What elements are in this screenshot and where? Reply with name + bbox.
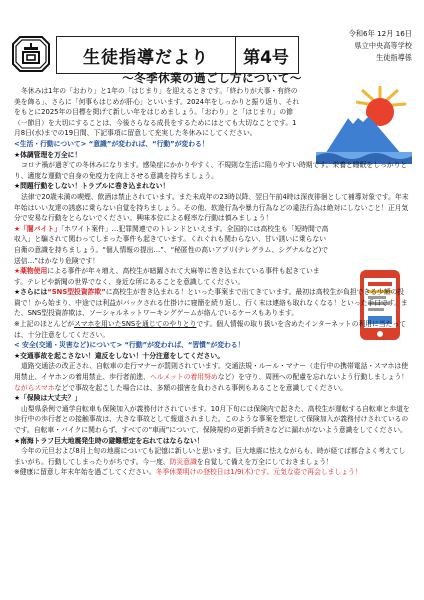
note-sns-lead: ※上記のほとんどが xyxy=(14,320,75,329)
earthquake-text-a: 今年の元旦および8月上旬の地震についても記憶に新しいと思います。巨大地震に怯えながらも、時が経てば都合よく考えてしまいがち。行動してしまったりがちです。今一度、 xyxy=(14,447,406,466)
section-heading-behavior: <生活・行動について> “意識”が変われば、“行動”が変わる！ xyxy=(14,139,209,148)
department-name: 生徒指導係 xyxy=(376,53,412,62)
closing-highlight: 冬季休業明けの登校日は1/9(木)です。元気な姿で再会しましょう！ xyxy=(155,468,362,477)
traffic-text-b: など）を守り、周囲への配慮を忘れないよう行動しましょう！ xyxy=(217,373,409,382)
traffic-helmet-highlight: ヘルメットの着用努め xyxy=(149,373,218,382)
traffic-text-c: などで事故を起こした場合には、多額の損害を負わされる事例もあることを意識してください。 xyxy=(54,383,347,392)
publication-info xyxy=(300,28,412,64)
item-dark-jobs xyxy=(14,224,332,266)
sns-fraud-text: に高校生が巻き込まれる！といった事案まで出てきています。最初は高校生が負担できる少額の投資で！から始まり、中途では利益がバックされる仕掛けに寝簡を続り返し、行く末は連絡も取れなくなる！といった手口です。また、SNS型投資詐欺は、ソーシャルネットワーキングゲームが絡んでいるケースもあります。 xyxy=(14,288,408,318)
item-text-insurance: 山梨県条例で通学自転車も保険加入が義務付けされています。10月下旬には保険内で起きた、高校生が運転する自転車と歩道を歩行中の歩行者との接触事故は、大きな事故として報道されました。このような事案を想定して保険加入が義務付けされているのです。自転車・バイクに関わらず、すべての“車両”について、保険規約の更新手続きなどに漏れがないよう意識をしてください。 xyxy=(14,404,410,434)
traffic-text-a: 道路交通法の改正され、自転車の走行マナーが罰則されています。交通法規・ルール・マナー（走行中の携帯電話・スマホは使用禁止、イヤホンの着用禁止、歩行者前進、 xyxy=(14,362,409,382)
item-heading-insurance: ★「保険は大丈夫？」 xyxy=(14,394,82,403)
item-heading-traffic: ★交通事故を起こさない！違反をしない！十分注意をしてください。 xyxy=(14,351,224,360)
item-text-earthquake xyxy=(14,446,410,467)
item-text-health: コロナ禍が過ぎての冬休みになります。感染症にかかりやすく、不規則な生活に陥りやすい時期です。栄養と睡眠をしっかりとり、適度な運動で自身の免疫力を向上させる意識を持ちましょう。 xyxy=(14,161,408,180)
traffic-phone-highlight: ながらスマホ xyxy=(14,383,55,392)
school-name: 県立中央高等学校 xyxy=(354,41,412,50)
closing-note xyxy=(14,467,410,478)
item-drugs xyxy=(14,266,332,287)
newsletter-title: 生徒指導だより xyxy=(56,36,236,74)
closing-text: ※健康に留意し年末年始を過ごしてください。 xyxy=(14,468,156,477)
drugs-text: による事件が年々増え、高校生が暗躍されて大麻等に巻き込まれている事件も起きています。テレビや新聞の世界でなく、身近な所にあることを意識してください。 xyxy=(14,267,320,286)
item-heading-earthquake: ★南海トラフ巨大地震発生時の避難想定を忘れてはならない！ xyxy=(14,436,204,445)
issue-number: 第4号 xyxy=(234,36,299,74)
item-text-conduct: 法律で20歳未満の喫煙、飲酒は禁止されています。また未成年の23時以降、翌日午前4時は深夜徘徊として補導対象です。年末年始はいい友達の誘惑に乗らない自覚を持ちましょう。その他、软遊行為や暴力行為などの違法行為は絶対にしないこと！正月気分で安易な行動をとらないでください。興味本位による軽率な行動は慎みましょう！ xyxy=(14,192,409,223)
section-heading-safety: < 安全(交通・災害など)について> “行動”が変われば、“習慣”が変わる！ xyxy=(14,341,245,350)
note-sns-text: です。個人情報の取り扱いを含めたインターネットの利用に当たっては、十分注意をしてください。 xyxy=(14,320,406,339)
sns-fraud-highlight: “SNS型投資詐欺” xyxy=(47,288,106,297)
earthquake-text-b: を自覚して備えを万全にしておきましょう！ xyxy=(196,457,333,466)
note-sns xyxy=(14,319,410,340)
item-text-traffic xyxy=(14,361,410,393)
dark-jobs-text: 「ホワイト案件」…犯罪関連でのトレンドといえます。全国的には高校生も「短時間で高収入」と騙されて関わってしまった事件も起きています。くれぐれも関わらない、甘い誘いに乗らない自衛の意識を持ちましょう。“個人情報の提出…”、“秘匿性の高いアプリ(テレグラム、シグナルなど)で送信…”はかなり危険です！ xyxy=(14,224,329,265)
intro-paragraph: 冬休みは1年の「おわり」と1年の「はじまり」を迎えるときです。「終わりが大事・有終の美を飾る」、さらに「何事もはじめが肝心」といいます。2024年をしっかりと振り返り、それをもとに2025年の目標を掲げて新しい年をはじめましょう。「おわり」と「はじまり」の節（一節目）を大切にすることは、今後さらなる成長をするためにはとても大切なことです。1月8日(水)までの19日間、下記事項に留意して充実した冬休みにしてください。 xyxy=(14,87,300,138)
main-heading: ～冬季休業の過ごし方について～ xyxy=(122,71,302,85)
dark-jobs-label: ★「闇バイト」 xyxy=(14,224,61,233)
earthquake-highlight: 防災意識 xyxy=(169,457,197,466)
drugs-label: ★薬物使用 xyxy=(14,267,48,276)
issue-date: 令和6年 12月 16日 xyxy=(348,29,412,38)
sns-fraud-lead: ★さらには xyxy=(14,288,48,297)
item-heading-conduct: ★問題行動をしない！トラブルに巻き込まれない！ xyxy=(14,182,170,191)
item-sns-fraud xyxy=(14,287,410,319)
newsletter-body xyxy=(14,86,410,478)
item-heading-health: ★体調管理を万全に！ xyxy=(14,150,82,159)
note-sns-underline: スマホを用いたSNSを通じてのやりとり xyxy=(74,320,197,329)
school-crest-icon xyxy=(12,36,52,72)
